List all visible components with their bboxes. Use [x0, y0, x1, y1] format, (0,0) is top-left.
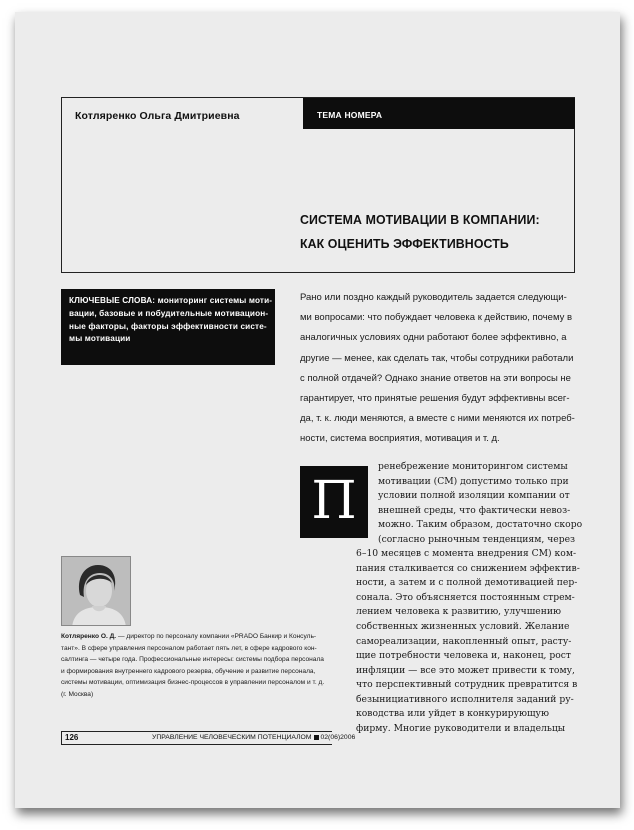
bio-line: и формирования внутреннего кадрового резерва, обучение и развитие персонала, [61, 667, 316, 675]
section-theme-label: ТЕМА НОМЕРА [317, 110, 383, 120]
lead-line: аналогичных условиях одни работают более эффективно, а [300, 332, 567, 344]
journal-name: УПРАВЛЕНИЕ ЧЕЛОВЕЧЕСКИМ ПОТЕНЦИАЛОМ [152, 734, 312, 741]
body-line: что перспективный сотрудник превратится в [356, 679, 578, 691]
body-line: 6–10 месяцев с момента внедрения СМ) ком- [356, 548, 577, 560]
bio-line: системы мотивации, оптимизация бизнес-процессов в управлении персоналом и т. д. [61, 679, 325, 687]
body-line: сонала. Это объясняется постоянным стрем- [356, 591, 575, 603]
bio-line: тант». В сфере управления персоналом работает пять лет, в сфере кадрового кон- [61, 644, 317, 652]
body-line: щие потребности человека и, наконец, рост [356, 650, 571, 662]
lead-line: да, т. к. люди меняются, а вместе с ними меняются их потреб- [300, 413, 575, 425]
body-line: безынициативного исполнителя заданий ру- [356, 693, 574, 705]
bio-name: Котляренко О. Д. [61, 633, 117, 640]
keywords-box [61, 289, 275, 365]
body-line: пания сталкивается со снижением эффектив- [356, 562, 580, 574]
lead-line: с полной отдачей? Однако знание ответов на эти вопросы не [300, 372, 571, 384]
drop-cap-letter: П [311, 471, 357, 531]
body-line: инфляции — все это может привести к тому, [356, 664, 575, 676]
body-line: самореализации, накопленный опыт, расту- [356, 635, 572, 647]
body-line: условии полной изоляции компании от [378, 490, 570, 502]
journal-info [152, 734, 355, 741]
bio-line: (г. Москва) [61, 690, 94, 698]
title-line: СИСТЕМА МОТИВАЦИИ В КОМПАНИИ: [300, 212, 540, 227]
keywords-line: КЛЮЧЕВЫЕ СЛОВА: мониторинг системы моти- [69, 296, 273, 305]
lead-line: Рано или поздно каждый руководитель задается следующи- [300, 292, 567, 303]
lead-line: гарантирует, что принятые решения будут эффективны всег- [300, 393, 570, 405]
keywords-line: ные факторы, факторы эффективности систе- [69, 321, 267, 331]
body-line: (согласно рыночным тенденциям, через [378, 533, 576, 545]
body-line: ководства или уйдет в конкурирующую [356, 708, 549, 720]
body-line: ности, а затем и с полной демотивацией пер- [356, 577, 578, 589]
body-line: лением человека к развитию, улучшению [356, 606, 561, 618]
bio-text: — директор по персоналу компании «PRADO Банкир и Консуль- [116, 633, 317, 640]
title-line: КАК ОЦЕНИТЬ ЭФФЕКТИВНОСТЬ [300, 236, 509, 251]
author-photo [61, 556, 131, 626]
author-portrait-image [62, 557, 131, 626]
journal-issue: 02(06)2006 [320, 734, 356, 741]
page-number: 126 [65, 733, 79, 742]
square-bullet-icon [314, 735, 319, 740]
body-paragraph [356, 460, 583, 736]
body-line: мотивации (СМ) допустимо только при [378, 475, 569, 487]
body-line: собственных жизненных условий. Желание [356, 621, 570, 633]
body-line: внешней среды, что фактически невоз- [378, 504, 571, 516]
author-name: Котляренко Ольга Дмитриевна [75, 110, 240, 122]
lead-line: ности, система восприятия, мотивация и т. д. [300, 433, 500, 445]
lead-line: ми вопросами: что побуждает человека к действию, почему в [300, 312, 573, 324]
bio-line [61, 631, 346, 643]
author-bio [61, 631, 346, 701]
keywords-text [69, 295, 273, 346]
lead-line: другие — менее, как сделать так, чтобы сотрудники работали [300, 352, 574, 364]
bio-line: салтинга — четыре года. Профессиональные интересы: системы подбора персонала [61, 656, 324, 664]
section-theme-bar [303, 98, 575, 129]
article-title [300, 208, 557, 256]
body-line: фирму. Многие руководители и владельцы [356, 722, 566, 734]
keywords-line: вации, базовые и побудительные мотивацион- [69, 308, 269, 318]
body-line: ренебрежение мониторингом системы [378, 461, 568, 472]
page-footer [61, 731, 356, 745]
keywords-line: мы мотивации [69, 334, 131, 344]
lead-paragraph [300, 288, 575, 450]
body-line: можно. Таким образом, достаточно скоро [378, 519, 583, 531]
